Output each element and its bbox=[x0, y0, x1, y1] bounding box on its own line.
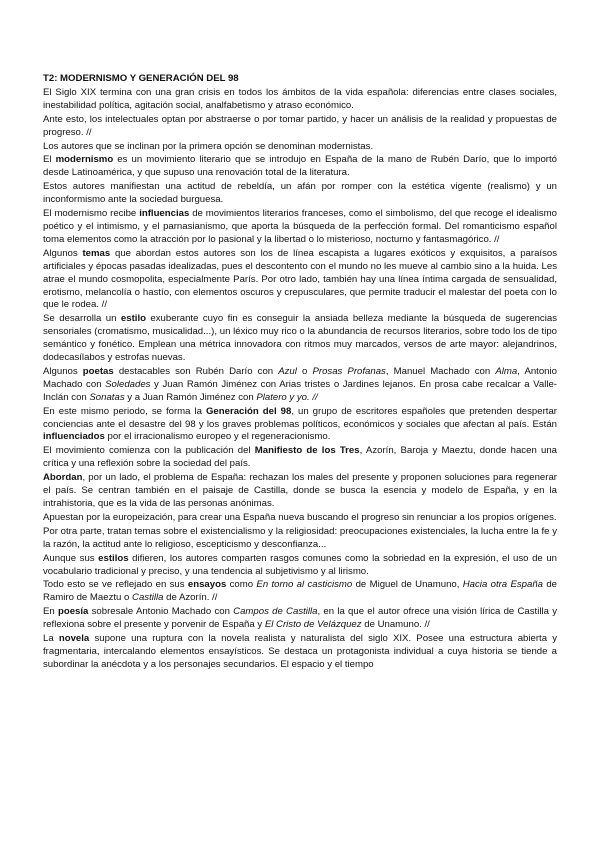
paragraph bbox=[43, 141, 557, 154]
bold-term: influencias bbox=[139, 208, 190, 220]
bold-term: modernismo bbox=[55, 154, 114, 166]
paragraph-text: de movimientos literarios franceses, como el simbolismo, del que recoge el idealismo poético y el intimismo, y el parnasianismo, que aporta la búsqueda de la perfección formal. Del romanticismo español toma elementos como la atracción por lo pasional y la libertad o lo misterioso, nocturno y fantasmagórico. // bbox=[43, 208, 557, 245]
paragraph bbox=[43, 553, 557, 579]
paragraph-text: difieren, los autores comparten rasgos comunes como la sobriedad en la expresión, el uso de un vocabulario tradicional y preciso, y una tendencia al subjetivismo y al lirismo. bbox=[43, 552, 557, 577]
bold-term: estilo bbox=[120, 313, 146, 325]
paragraph-text: , Azorín, Baroja y Maeztu, donde hacen una crítica y una reflexión sobre la sociedad del país. bbox=[43, 445, 557, 470]
paragraph-text: de Unamuno. // bbox=[361, 619, 430, 631]
paragraph bbox=[43, 445, 557, 471]
paragraph bbox=[43, 313, 557, 365]
paragraph-text: o bbox=[296, 365, 313, 377]
work-title: Soledades bbox=[105, 378, 151, 390]
paragraph-text: es un movimiento literario que se introdujo en España de la mano de Rubén Darío, que lo importó desde Latinoamérica, y que supuso una renovación total de la literatura. bbox=[43, 154, 557, 179]
paragraph bbox=[43, 208, 557, 247]
paragraph-text: , por un lado, el problema de España: rechazan los males del presente y proponen soluciones para regenerar el país. Se centran también en el paisaje de Castilla, donde se busca la esencia y modelo de España, y en la intrahistoria, que es la vida de las personas anónimas. bbox=[43, 472, 557, 509]
paragraph-text: sobresale Antonio Machado con bbox=[88, 606, 234, 618]
bold-term: Generación del 98 bbox=[205, 405, 292, 417]
work-title: Hacia otra España bbox=[462, 579, 543, 591]
document-title: T2: MODERNISMO Y GENERACIÓN DEL 98 bbox=[43, 73, 239, 84]
paragraph-text: de Ramiro de Maeztu o bbox=[43, 579, 557, 604]
paragraph-text: , Antonio Machado con bbox=[43, 365, 557, 390]
paragraph bbox=[43, 181, 557, 207]
work-title: Alma bbox=[495, 365, 518, 377]
paragraph-text: Algunos bbox=[43, 365, 83, 377]
bold-term: temas bbox=[82, 247, 111, 259]
paragraph-text: Algunos bbox=[43, 247, 83, 259]
paragraph bbox=[43, 87, 557, 113]
paragraph bbox=[43, 606, 557, 632]
paragraph bbox=[43, 154, 557, 180]
paragraph-text: Aunque sus bbox=[43, 552, 99, 564]
paragraph bbox=[43, 633, 557, 672]
paragraph-text: , Manuel Machado con bbox=[385, 365, 496, 377]
bold-term: poesía bbox=[57, 606, 89, 618]
paragraph-text: Los autores que se inclinan por la primera opción se denominan modernistas. bbox=[43, 140, 374, 152]
paragraph-text: En bbox=[43, 606, 58, 618]
paragraph-text: destacables son Rubén Darío con bbox=[113, 365, 279, 377]
work-title: Azul bbox=[278, 365, 297, 377]
paragraph-text: El movimiento comienza con la publicación del bbox=[43, 445, 255, 457]
paragraph-text: exuberante cuyo fin es conseguir la ansiada belleza mediante la búsqueda de sugerencias sensoriales (cromatismo, musicalidad...), un léxico muy rico o la abundancia de recursos literarios, sobre todo los de tipo semántico y fonético. Emplean una métrica innovadora con ritmos muy marcados, versos de arte mayor: alejandrinos, dodecasílabos y estrofas nuevas. bbox=[43, 313, 557, 364]
work-title: En torno al casticismo bbox=[256, 579, 353, 591]
bold-term: Abordan bbox=[43, 472, 83, 484]
work-title: Prosas Profanas bbox=[312, 365, 386, 377]
paragraph-text: Se desarrolla un bbox=[43, 313, 121, 325]
paragraph bbox=[43, 366, 557, 405]
work-title: Platero y yo. // bbox=[256, 391, 318, 403]
paragraph-text: El Siglo XIX termina con una gran crisis en todos los ámbitos de la vida española: diferencias entre clases sociales, inestabilidad política, agitación social, analfabetismo y atraso económico. bbox=[43, 86, 557, 111]
paragraph bbox=[43, 512, 557, 525]
bold-term: poetas bbox=[82, 365, 114, 377]
bold-term: Manifiesto de los Tres bbox=[254, 445, 360, 457]
bold-term: influenciados bbox=[43, 431, 105, 443]
paragraph-text: , en la que el autor ofrece una visión lírica de Castilla y reflexiona sobre el presente y porvenir de España y bbox=[43, 606, 557, 631]
paragraph-text: En este mismo periodo, se forma la bbox=[43, 405, 206, 417]
work-title: Sonatas bbox=[89, 391, 125, 403]
paragraph-text: Todo esto se ve reflejado en sus bbox=[43, 579, 188, 591]
work-title: El Cristo de Velázquez bbox=[264, 619, 362, 631]
paragraph-text: que abordan estos autores son los de línea escapista a lugares exóticos y exquisitos, a paraísos artificiales y épocas pasadas idealizadas, pues el descontento con el mundo no les mueve al cambio sino a la huida. Les atrae el mundo cosmopolita, especialmente París. Por otro lado, también hay una línea íntima cargada de sensualidad, erotismo, melancolía o hastío, con elementos oscuros y crepusculares, que permite traducir el malestar del poeta con lo que le rodea. // bbox=[43, 247, 557, 311]
paragraph-text: Apuestan por la europeización, para crear una España nueva buscando el progreso sin renunciar a los propios orígenes. bbox=[43, 511, 557, 523]
paragraph-text: y a Juan Ramón Jiménez con bbox=[124, 391, 257, 403]
paragraph bbox=[43, 114, 557, 140]
paragraph-text: de Miguel de Unamuno, bbox=[352, 579, 463, 591]
paragraph-text: como bbox=[226, 579, 257, 591]
document-body bbox=[43, 73, 557, 673]
paragraph-text: y Juan Ramón Jiménez con Arias tristes o Jardines lejanos. En prosa cabe recalcar a Valle-Inclán con bbox=[43, 378, 558, 403]
paragraph-text: , un grupo de escritores españoles que pretenden despertar conciencias ante el desastre del 98 y los graves problemas políticos, económicos y sociales que afectan al país. Están bbox=[43, 405, 557, 430]
paragraph-text: La bbox=[43, 633, 59, 645]
paragraph bbox=[43, 526, 557, 552]
paragraph bbox=[43, 579, 557, 605]
work-title: Campos de Castilla bbox=[233, 606, 318, 618]
paragraph-text: de Azorín. // bbox=[163, 592, 218, 604]
paragraph-text: supone una ruptura con la novela realista y naturalista del siglo XIX. Posee una estructura abierta y fragmentaria, intercalando elementos ensayísticos. Se destaca un protagonista individual a cuya historia se tiende a subordinar la anécdota y a los personajes secundarios. El espacio y el tiempo bbox=[43, 633, 558, 670]
paragraph-text: Estos autores manifiestan una actitud de rebeldía, un afán por romper con la estética vigente (realismo) y un inconformismo ante la sociedad burguesa. bbox=[43, 181, 557, 206]
paragraph-text: El bbox=[43, 154, 56, 166]
bold-term: ensayos bbox=[187, 579, 227, 591]
paragraph bbox=[43, 248, 557, 313]
paragraph-text: Por otra parte, tratan temas sobre el existencialismo y la religiosidad: preocupaciones existenciales, la lucha entre la fe y la razón, la actitud ante lo religioso, escepticismo y desconfianza... bbox=[43, 525, 557, 550]
paragraph bbox=[43, 406, 557, 445]
paragraph-text: El modernismo recibe bbox=[43, 208, 140, 220]
bold-term: novela bbox=[58, 633, 90, 645]
bold-term: estilos bbox=[98, 552, 129, 564]
work-title: Castilla bbox=[132, 592, 164, 604]
paragraph bbox=[43, 472, 557, 511]
paragraph-text: Ante esto, los intelectuales optan por abstraerse o por tomar partido, y hacer un análisis de la realidad y propuestas de progreso. // bbox=[43, 113, 557, 138]
paragraph-text: por el irracionalismo europeo y el regeneracionismo. bbox=[104, 431, 331, 443]
